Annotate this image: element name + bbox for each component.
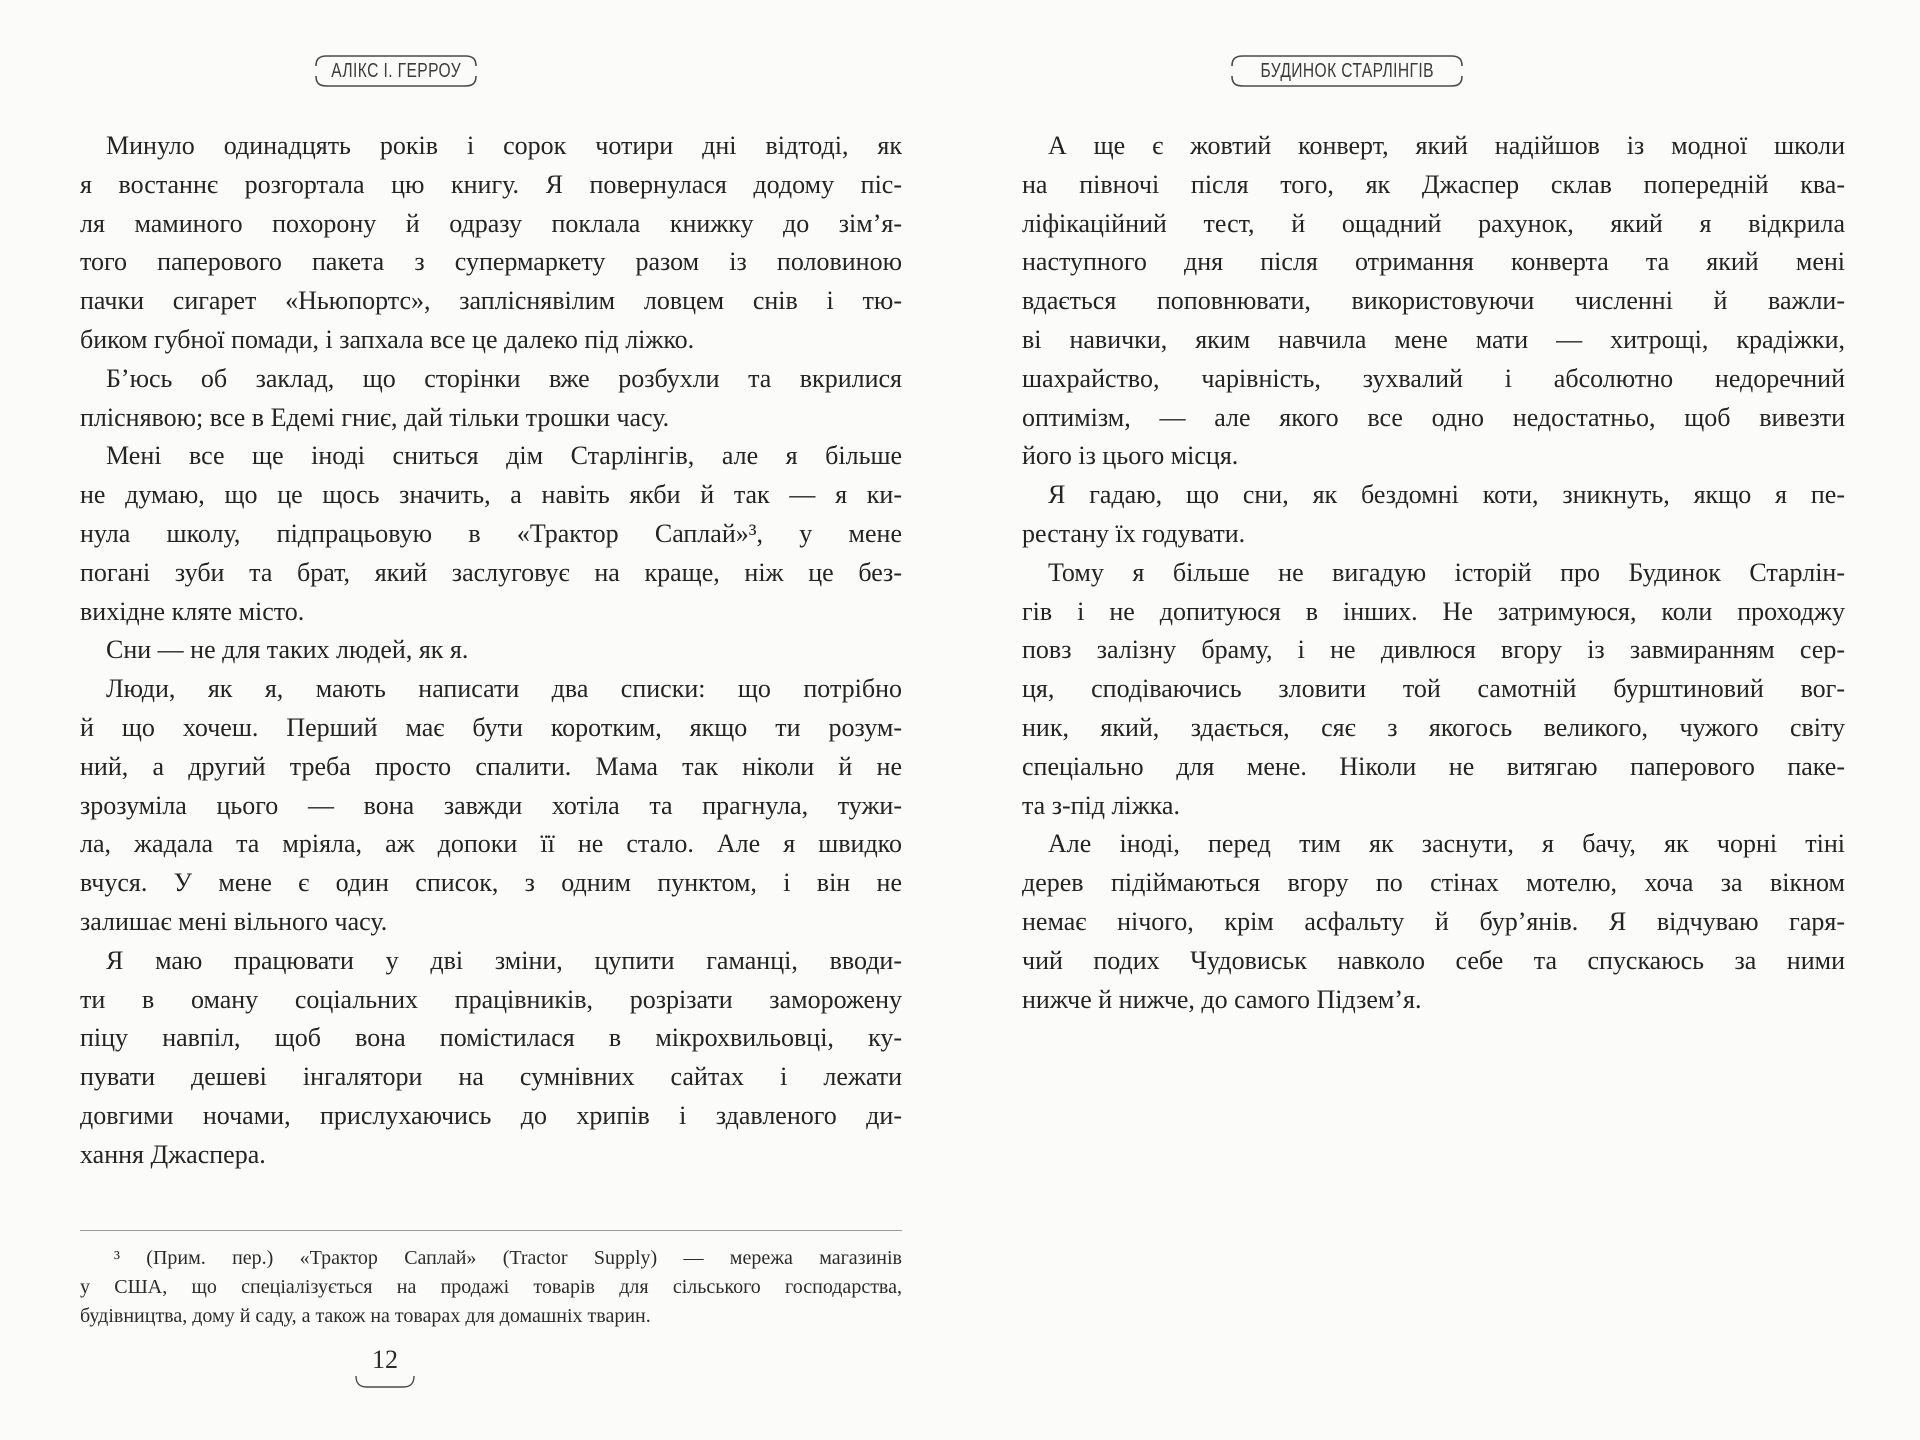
text-line: Я маю працювати у дві зміни, цупити гаманці, вводи- [106,945,902,975]
page-right [1022,0,1845,1440]
page-number-block [352,1346,418,1390]
text-line: ця, сподіваючись зловити той самотній бурштиновий вог- [1022,674,1845,704]
text-line: ла, жадала та мріяла, аж допоки її не стало. Але я швидко [80,829,902,859]
running-head-right [1228,50,1466,92]
body-text-left [80,127,902,1175]
text-line: шахрайство, чарівність, зухвалий і абсолютно недоречний [1022,363,1845,393]
text-line: я востаннє розгортала цю книгу. Я повернулася додому піс- [80,169,902,199]
text-line: ля маминого похорону й одразу поклала книжку до зім’я- [80,208,902,238]
text-line: пліснявою; все в Едемі гниє, дай тільки трошки часу. [80,402,670,432]
paragraph [80,670,902,942]
running-head-left [312,50,480,92]
text-line: його із цього місця. [1022,441,1239,471]
text-line: ві навички, яким навчила мене мати — хитрощі, крадіжки, [1022,324,1845,354]
text-line: спеціально для мене. Ніколи не витягаю паперового паке- [1022,751,1845,781]
text-line: Але іноді, перед тим як заснути, я бачу, як чорні тіні [1048,829,1845,859]
text-line: чий подих Чудовиськ навколо себе та спускаюсь за ними [1022,945,1845,975]
paragraph [80,631,902,670]
paragraph [1022,825,1845,1019]
text-line: дерев підіймаються вгору по стінах мотелю, хоча за вікном [1022,868,1845,898]
page-left [80,0,902,1440]
text-line: вдається поповнювати, використовуючи численні й важли- [1022,286,1845,316]
text-line: Минуло одинадцять років і сорок чотири дні відтоді, як [106,131,902,160]
text-line: нижче й нижче, до самого Підзем’я. [1022,984,1422,1014]
text-line: піцу навпіл, щоб вона помістилася в мікрохвильовці, ку- [80,1023,902,1053]
text-line: залишає мені вільного часу. [80,906,388,936]
text-line: ³ (Прим. пер.) «Трактор Саплай» (Tractor Supply) — мережа магазинів [114,1247,902,1269]
text-line: того паперового пакета з супермаркету разом із половиною [80,247,902,277]
text-line: вчуся. У мене є один список, з одним пунктом, і він не [80,868,902,898]
text-line: Мені все ще іноді сниться дім Старлінгів, але я більше [106,441,902,471]
page-number-bracket-ornament [353,1375,417,1390]
footnote-rule [80,1230,902,1231]
text-line: пачки сигарет «Ньюпортс», запліснявілим ловцем снів і тю- [80,286,902,316]
text-line: будівництва, дому й саду, а також на товарах для домашніх тварин. [80,1305,651,1327]
text-line: ник, який, здається, сяє з якогось великого, чужого світу [1022,712,1845,742]
text-line: повз залізну браму, і не дивлюся вгору із завмиранням сер- [1022,635,1845,665]
text-line: ліфікаційний тест, й ощадний рахунок, який я відкрила [1022,208,1845,238]
text-line: погані зуби та брат, який заслуговує на краще, ніж це без- [80,557,902,587]
footnote [80,1244,902,1331]
text-line: не думаю, що це щось значить, а навіть якби й так — я ки- [80,480,902,510]
text-line: Тому я більше не вигадую історій про Будинок Старлін- [1048,557,1845,587]
text-line: ти в оману соціальних працівників, розрізати заморожену [80,984,902,1014]
paragraph [80,360,902,438]
text-line: немає нічого, крім асфальту й бур’янів. Я відчуваю гаря- [1022,906,1845,936]
text-line: Б’юсь об заклад, що сторінки вже розбухли та вкрилися [106,363,902,393]
paragraph [1022,554,1845,826]
text-line: й що хочеш. Перший має бути коротким, якщо ти розум- [80,712,902,742]
text-line: хання Джаспера. [80,1139,266,1169]
text-line: нула школу, підпрацьовую в «Трактор Саплай»³, у мене [80,518,902,548]
text-line: рестану їх годувати. [1022,518,1246,548]
text-line: вихідне кляте місто. [80,596,305,626]
text-line: ний, а другий треба просто спалити. Мама так ніколи й не [80,751,902,781]
text-line: зрозуміла цього — вона завжди хотіла та прагнула, тужи- [80,790,902,820]
text-line: пувати дешеві інгалятори на сумнівних сайтах і лежати [80,1062,902,1092]
paragraph [80,1244,902,1331]
paragraph [1022,476,1845,554]
text-line: А ще є жовтий конверт, який надійшов із модної школи [1048,131,1845,160]
text-line: Люди, як я, мають написати два списки: що потрібно [106,674,902,704]
paragraph [80,127,902,360]
text-line: биком губної помади, і запхала все це далеко під ліжко. [80,324,695,354]
paragraph [80,942,902,1175]
running-head-title: БУДИНОК СТАРЛІНГІВ [1260,59,1434,82]
body-text-right [1022,127,1845,1019]
text-line: гів і не допитуюся в інших. Не затримуюся, коли проходжу [1022,596,1845,626]
text-line: у США, що спеціалізується на продажі товарів для сільського господарства, [80,1276,902,1298]
text-line: та з-під ліжка. [1022,790,1180,820]
text-line: наступного дня після отримання конверта та який мені [1022,247,1845,277]
running-head-title: АЛІКС І. ГЕРРОУ [331,59,461,82]
paragraph [1022,127,1845,476]
paragraph [80,437,902,631]
text-line: на півночі після того, як Джаспер склав попередній ква- [1022,169,1845,199]
text-line: довгими ночами, прислухаючись до хрипів і здавленого ди- [80,1100,902,1130]
text-line: Сни — не для таких людей, як я. [106,635,469,665]
text-line: Я гадаю, що сни, як бездомні коти, зникнуть, якщо я пе- [1048,480,1845,510]
page-number: 12 [372,1345,398,1374]
text-line: оптимізм, — але якого все одно недостатньо, щоб вивезти [1022,402,1845,432]
